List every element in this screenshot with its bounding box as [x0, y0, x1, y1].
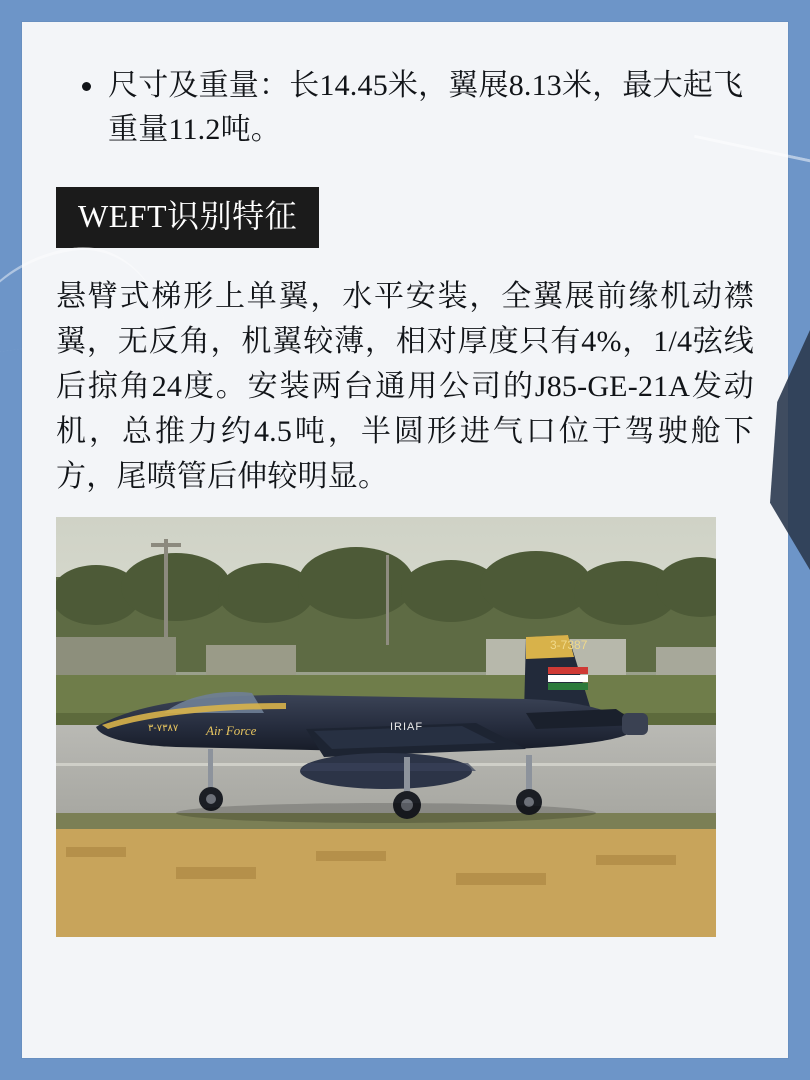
svg-text:3-7387: 3-7387: [550, 638, 588, 652]
document-page: [22, 22, 788, 1058]
aircraft-photo-illustration: [56, 517, 716, 937]
svg-text:۳-۷۳۸۷: ۳-۷۳۸۷: [148, 723, 179, 734]
svg-text:Air Force: Air Force: [206, 723, 257, 738]
svg-text:IRIAF: IRIAF: [390, 721, 424, 733]
spec-bullet-list: [56, 64, 754, 151]
body-paragraph: 悬臂式梯形上单翼，水平安装，全翼展前缘机动襟翼，无反角，机翼较薄，相对厚度只有4%，1/4弦线后掠角24度。安装两台通用公司的J85-GE-21A发动机，总推力约4.5吨，半圆形进气口位于驾驶舱下方，尾喷管后伸较明显。: [56, 280, 754, 493]
list-item: 尺寸及重量：长14.45米，翼展8.13米，最大起飞重量11.2吨。: [108, 64, 754, 151]
section-heading: WEFT识别特征: [56, 187, 319, 248]
page-content: [22, 22, 788, 1058]
aircraft-photo: [56, 517, 716, 937]
